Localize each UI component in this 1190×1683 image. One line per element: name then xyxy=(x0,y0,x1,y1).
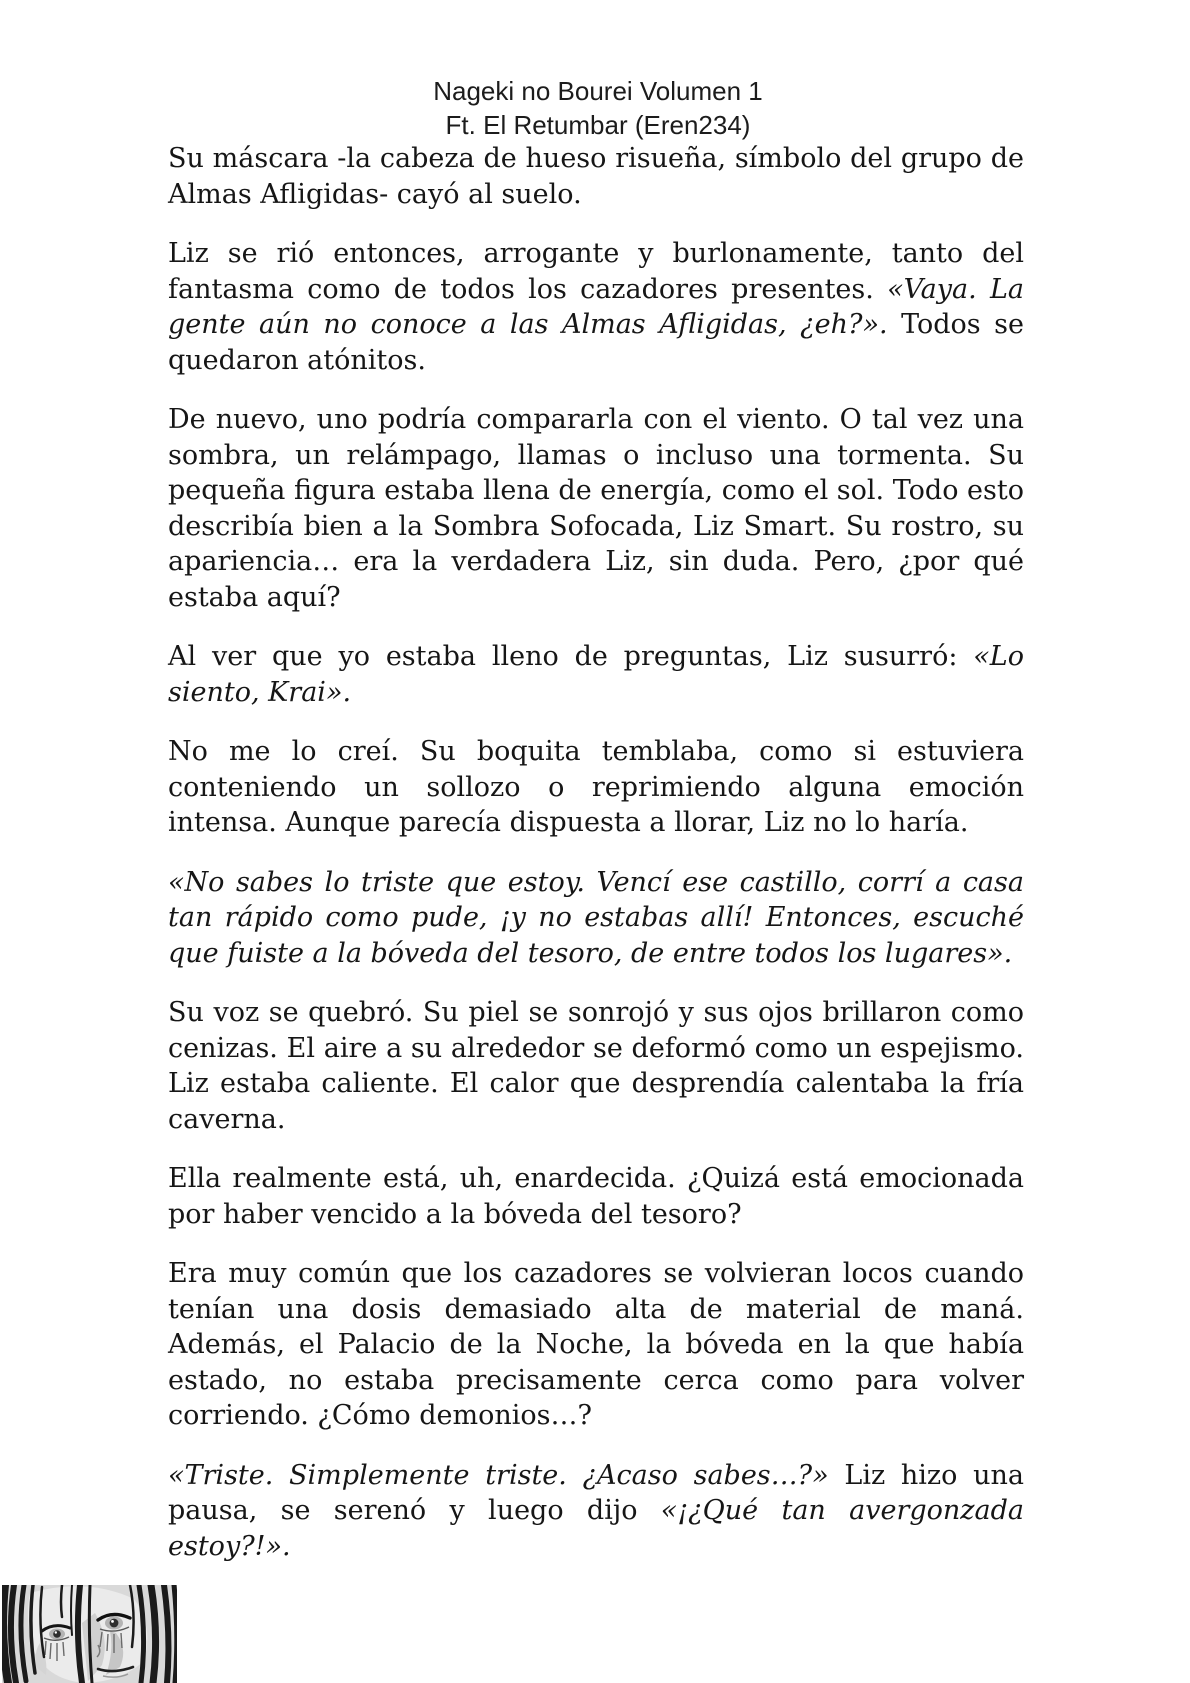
italic-text-run: «No sabes lo triste que estoy. Vencí ese castillo, corrí a casa tan rápido como pude, ¡y no estabas allí! Entonces, escuché que fuiste a la bóveda del tesoro, de entre todos los lugares». xyxy=(168,866,1024,969)
text-run: Liz se rió entonces, arrogante y burlonamente, tanto del fantasma como de todos los cazadores presentes. xyxy=(168,238,1024,305)
text-run: Su voz se quebró. Su piel se sonrojó y sus ojos brillaron como cenizas. El aire a su alrededor se deformó como un espejismo. Liz estaba caliente. El calor que desprendía calentaba la fría caverna. xyxy=(168,997,1024,1135)
text-run: Al ver que yo estaba lleno de preguntas, Liz susurró: xyxy=(168,641,974,672)
paragraph xyxy=(168,402,1024,615)
paragraph xyxy=(168,1161,1024,1232)
paragraph xyxy=(168,995,1024,1137)
text-run: Liz hizo una pausa, se serenó y luego dijo xyxy=(168,1459,1024,1526)
manga-face-image xyxy=(2,1585,177,1683)
paragraph xyxy=(168,734,1024,841)
italic-text-run: «Vaya. La gente aún no conoce a las Almas Afligidas, ¿eh?». xyxy=(168,273,1024,340)
document-body xyxy=(168,141,1024,1588)
paragraph xyxy=(168,865,1024,972)
paragraph xyxy=(168,141,1024,212)
text-run: Era muy común que los cazadores se volvieran locos cuando tenían una dosis demasiado alta de material de maná. Además, el Palacio de la Noche, la bóveda en la que había estado, no estaba precisamente cerca como para volver corriendo. ¿Cómo demonios…? xyxy=(168,1258,1024,1431)
text-run: De nuevo, uno podría compararla con el viento. O tal vez una sombra, un relámpago, llamas o incluso una tormenta. Su pequeña figura estaba llena de energía, como el sol. Todo esto describía bien a la Sombra Sofocada, Liz Smart. Su rostro, su apariencia… era la verdadera Liz, sin duda. Pero, ¿por qué estaba aquí? xyxy=(168,404,1024,613)
page-header xyxy=(168,74,1028,142)
text-run: Su máscara -la cabeza de hueso risueña, símbolo del grupo de Almas Afligidas- cayó al suelo. xyxy=(168,143,1024,210)
text-run: Todos se quedaron atónitos. xyxy=(168,309,1024,376)
paragraph xyxy=(168,1458,1024,1565)
paragraph xyxy=(168,1256,1024,1434)
italic-text-run: «¡¿Qué tan avergonzada estoy?!». xyxy=(168,1495,1024,1562)
paragraph xyxy=(168,236,1024,378)
manga-face-drawing xyxy=(2,1585,177,1683)
italic-text-run: «Lo siento, Krai». xyxy=(168,641,1024,708)
text-run: No me lo creí. Su boquita temblaba, como si estuviera conteniendo un sollozo o reprimiendo alguna emoción intensa. Aunque parecía dispuesta a llorar, Liz no lo haría. xyxy=(168,736,1024,838)
italic-text-run: «Triste. Simplemente triste. ¿Acaso sabes…?» xyxy=(168,1459,845,1491)
text-run: Ella realmente está, uh, enardecida. ¿Quizá está emocionada por haber vencido a la bóveda del tesoro? xyxy=(168,1163,1024,1230)
document-subtitle: Ft. El Retumbar (Eren234) xyxy=(445,110,751,140)
paragraphs xyxy=(168,141,1024,1564)
document-title: Nageki no Bourei Volumen 1 xyxy=(433,76,763,106)
paragraph xyxy=(168,639,1024,710)
